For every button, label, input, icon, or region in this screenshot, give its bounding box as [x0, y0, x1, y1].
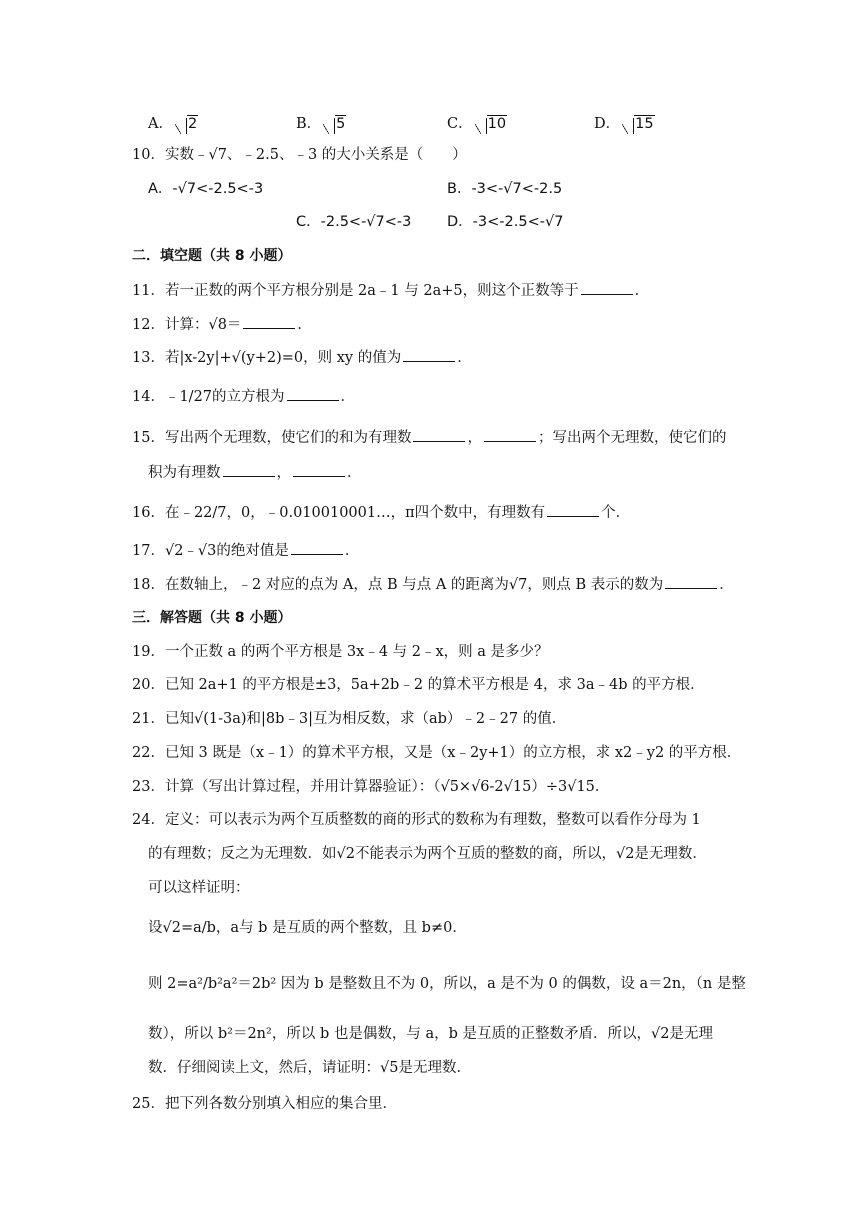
question-23: 23．计算（写出计算过程，并用计算器验证）：（√5×√6-2√15）÷3√15． [132, 779, 610, 795]
question-10: 10．实数﹣√7、﹣2.5、﹣3 的大小关系是（ ） [132, 147, 467, 163]
question-19: 19．一个正数 a 的两个平方根是 3x﹣4 与 2﹣x，则 a 是多少？ [132, 644, 549, 660]
question-18: 18．在数轴上，﹣2 对应的点为 A，点 B 与点 A 的距离为√7，则点 B 表示的数为 ． [132, 574, 734, 595]
question-24-line5: 则 2=a²/b²a²＝2b² 因为 b 是整数且不为 0，所以，a 是不为 0 的偶数，设 a＝2n，（n 是整 [148, 976, 746, 992]
section-answer-heading: 三．解答题（共 8 小题） [132, 610, 292, 626]
sqrt-symbol: 5 [323, 116, 346, 132]
q10-option-b: B．-3<-√7<-2.5 [447, 181, 563, 197]
question-24-line2: 的有理数；反之为无理数．如√2不能表示为两个互质的整数的商，所以，√2是无理数． [148, 846, 707, 862]
q9-option-b: B． 5 [296, 116, 346, 132]
question-20: 20．已知 2a+1 的平方根是±3，5a+2b﹣2 的算术平方根是 4，求 3a﹣4b 的平方根． [132, 677, 705, 693]
question-13: 13．若|x-2y|+√(y+2)=0，则 xy 的值为 ． [132, 347, 472, 368]
q9-option-a: A． 2 [148, 116, 198, 132]
question-22: 22．已知 3 既是（x﹣1）的算术平方根，又是（x﹣2y+1）的立方根，求 x2﹣y2 的平方根． [132, 745, 742, 761]
question-11: 11．若一正数的两个平方根分别是 2a﹣1 与 2a+5，则这个正数等于 ． [132, 280, 649, 301]
question-14: 14．﹣1/27的立方根为 ． [132, 386, 355, 407]
q9-option-c: C． 10 [447, 116, 507, 132]
question-16: 16．在﹣22/7，0，﹣0.010010001…，π四个数中，有理数有 个． [132, 502, 630, 523]
question-24-line7: 数．仔细阅读上文，然后，请证明：√5是无理数． [148, 1060, 471, 1076]
q10-option-c: C．-2.5<-√7<-3 [296, 214, 412, 230]
question-21: 21．已知√(1-3a)和|8b﹣3|互为相反数，求（ab）﹣2﹣27 的值． [132, 711, 567, 727]
question-24-line4: 设√2=a/b，a与 b 是互质的两个整数，且 b≠0． [148, 920, 467, 936]
question-25: 25．把下列各数分别填入相应的集合里． [132, 1096, 397, 1112]
question-24-line6: 数），所以 b²＝2n²，所以 b 也是偶数，与 a，b 是互质的正整数矛盾．所以，√2是无理 [148, 1026, 713, 1042]
q9-option-d: D． 15 [594, 116, 654, 132]
question-24-line1: 24．定义：可以表示为两个互质整数的商的形式的数称为有理数，整数可以看作分母为 1 [132, 812, 701, 828]
section-fill-in-heading: 二．填空题（共 8 小题） [132, 248, 292, 264]
question-24-line3: 可以这样证明： [148, 880, 250, 896]
question-15-line1: 15．写出两个无理数，使它们的和为有理数 ， ；写出两个无理数，使它们的 [132, 427, 726, 448]
q10-option-d: D．-3<-2.5<-√7 [447, 214, 564, 230]
sqrt-symbol: 10 [475, 116, 507, 132]
question-15-line2: 积为有理数 ， ． [148, 462, 362, 483]
question-12: 12．计算：√8＝ ． [132, 314, 312, 335]
sqrt-symbol: 15 [622, 116, 654, 132]
sqrt-symbol: 2 [175, 116, 198, 132]
question-17: 17．√2﹣√3的绝对值是 ． [132, 540, 359, 561]
q10-option-a: A．-√7<-2.5<-3 [148, 181, 264, 197]
